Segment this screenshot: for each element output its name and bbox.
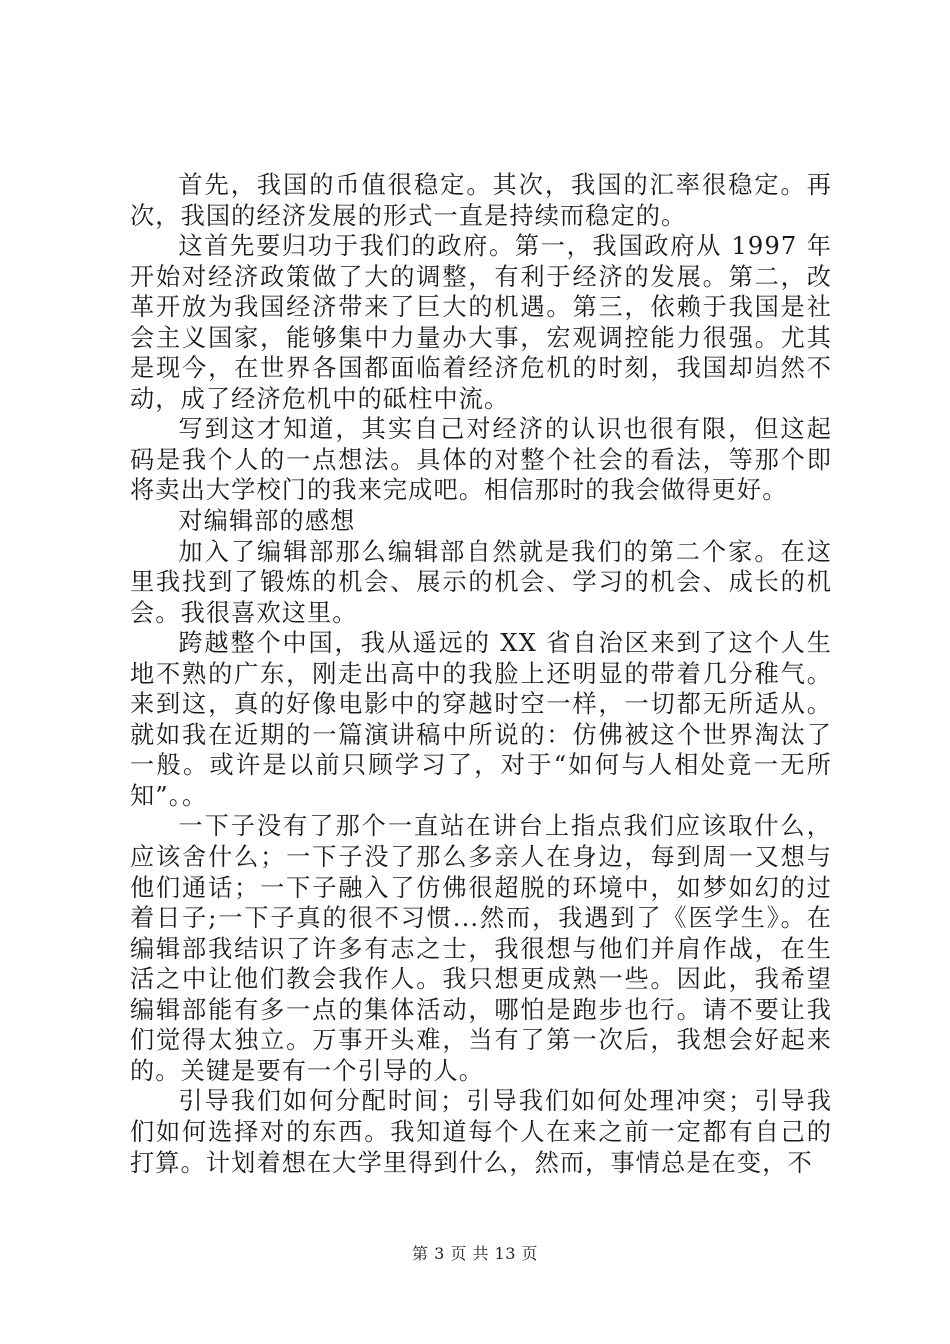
page-number-footer: 第 3 页 共 13 页 [412,1244,538,1263]
section-heading-editorial: 对编辑部的感想 [178,507,356,536]
paragraph-government-credit: 这首先要归功于我们的政府。第一，我国政府从 1997 年开始对经济政策做了大的调整，有利于经济的发展。第二，改革开放为我国经济带来了巨大的机遇。第三，依赖于我国是社会主义国家，能够集中力量办大事，宏观调控能力很强。尤其是现今，在世界各国都面临着经济危机的时刻，我国却岿然不动，成了经济危机中的砥柱中流。 [130,232,832,413]
document-body [130,170,832,1178]
paragraph-guidance: 引导我们如何分配时间；引导我们如何处理冲突；引导我们如何选择对的东西。我知道每个人在来之前一定都有自己的打算。计划着想在大学里得到什么，然而，事情总是在变，不 [130,1087,832,1177]
paragraph-currency-stability: 首先，我国的币值很稳定。其次，我国的汇率很稳定。再次，我国的经济发展的形式一直是持续而稳定的。 [130,171,832,230]
paragraph-personal-reflection: 写到这才知道，其实自己对经济的认识也很有限，但这起码是我个人的一点想法。具体的对整个社会的看法，等那个即将卖出大学校门的我来完成吧。相信那时的我会做得更好。 [130,415,832,505]
paragraph-crossing-china: 跨越整个中国，我从遥远的 XX 省自治区来到了这个人生地不熟的广东，刚走出高中的我脸上还明显的带着几分稚气。来到这，真的好像电影中的穿越时空一样，一切都无所适从。就如我在近期的一篇演讲稿中所说的：仿佛被这个世界淘汰了一般。或许是以前只顾学习了，对于“如何与人相处竟一无所知”。。 [130,629,832,810]
paragraph-second-home: 加入了编辑部那么编辑部自然就是我们的第二个家。在这里我找到了锻炼的机会、展示的机会、学习的机会、成长的机会。我很喜欢这里。 [130,537,832,627]
paragraph-sudden-change: 一下子没有了那个一直站在讲台上指点我们应该取什么，应该舍什么；一下子没了那么多亲人在身边，每到周一又想与他们通话；一下子融入了仿佛很超脱的环境中，如梦如幻的过着日子;一下子真的很不习惯...然而，我遇到了《医学生》。在编辑部我结识了许多有志之士，我很想与他们并肩作战，在生活之中让他们教会我作人。我只想更成熟一些。因此，我希望编辑部能有多一点的集体活动，哪怕是跑步也行。请不要让我们觉得太独立。万事开头难，当有了第一次后，我想会好起来的。关键是要有一个引导的人。 [130,812,832,1085]
